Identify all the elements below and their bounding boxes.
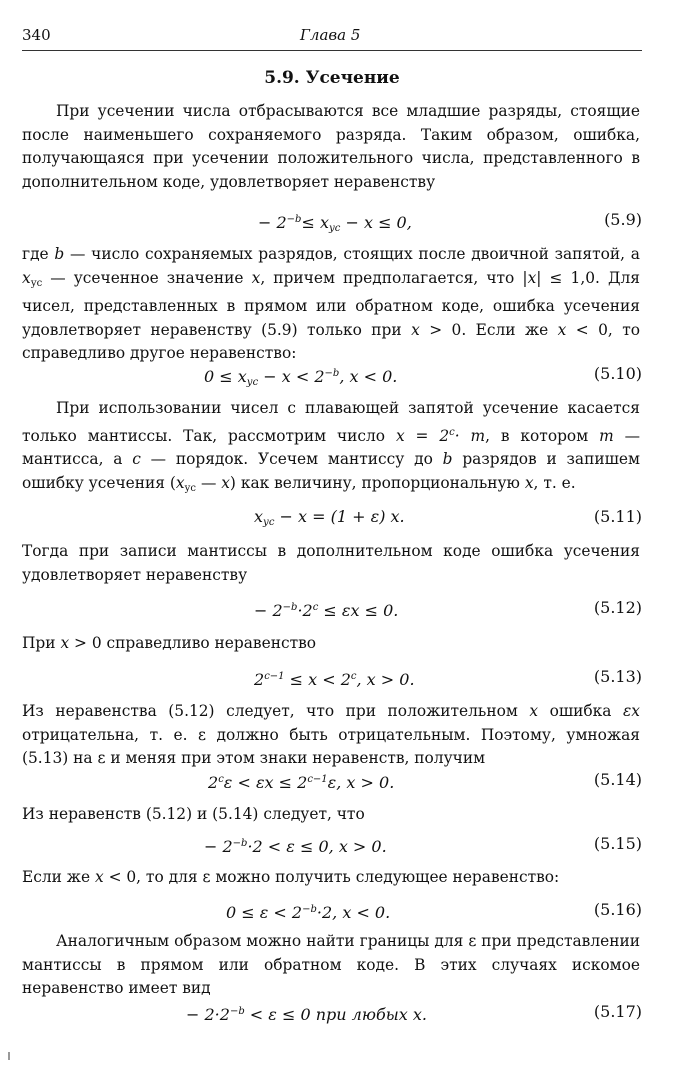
equation-number: (5.11) xyxy=(593,507,642,526)
equation-number: (5.16) xyxy=(593,900,642,919)
equation-body: − $2^{-b}\cdot 2^c \le \varepsilon x \le 0$. xyxy=(254,601,399,620)
equation-number: (5.10) xyxy=(593,364,642,383)
equation-number: (5.9) xyxy=(604,210,642,229)
chapter-title: Глава 5 xyxy=(300,26,361,44)
running-head xyxy=(22,26,642,46)
equation-5-17 xyxy=(22,1000,642,1024)
equation-body: $0 \le x_{ус} - x < 2^{-b}$, x < 0. xyxy=(204,367,398,388)
equation-body: − $2\cdot 2^{-b} < \varepsilon \le 0$ при любых x. xyxy=(186,1005,427,1024)
section-heading: 5.9. Усечение xyxy=(264,68,400,88)
equation-number: (5.14) xyxy=(593,770,642,789)
equation-5-16 xyxy=(22,898,642,922)
header-rule xyxy=(22,50,642,51)
paragraph-4: Тогда при записи мантиссы в дополнительном коде ошибка усечения удовлетворяет неравенству xyxy=(22,542,640,584)
equation-number: (5.17) xyxy=(593,1002,642,1021)
paragraph-8: Если же x < 0, то для ε можно получить следующее неравенство: xyxy=(22,868,560,886)
equation-body: $2^c\varepsilon < \varepsilon x \le 2^{c-1}\varepsilon$, x > 0. xyxy=(208,773,395,792)
paragraph-1: При усечении числа отбрасываются все младшие разряды, стоящие после наименьшего сохраняемого разряда. Таким образом, ошибка, получающаяся при усечении положительного числа, представленного в дополнительном коде, удовлетворяет неравенству xyxy=(22,102,640,191)
equation-5-11 xyxy=(22,505,642,529)
page-number: 340 xyxy=(22,26,51,44)
equation-5-9 xyxy=(22,208,642,232)
paragraph-5: При x > 0 справедливо неравенство xyxy=(22,634,317,652)
equation-5-14 xyxy=(22,768,642,792)
paragraph-3: При использовании чисел с плавающей запятой усечение касается только мантиссы. Так, рассмотрим число $x = 2^c\cdot m$, в котором m — мантисса, а c — порядок. Усечем мантиссу до b разрядов и запишем ошибку усечения ($x_{ус}$ — x) как величину, пропорциональную x, т. е. xyxy=(22,399,640,494)
equation-body: $0 \le \varepsilon < 2^{-b}\cdot 2$, x < 0. xyxy=(226,903,391,922)
equation-body: $x_{ус} - x = (1 + \varepsilon)$ x. xyxy=(254,507,405,528)
equation-number: (5.13) xyxy=(593,667,642,686)
paragraph-6: Из неравенства (5.12) следует, что при положительном x ошибка εx отрицательна, т. е. ε должно быть отрицательным. Поэтому, умножая (5.13) на ε и меняя при этом знаки неравенств, получим xyxy=(22,702,640,767)
equation-5-10 xyxy=(22,362,642,386)
equation-5-12 xyxy=(22,596,642,620)
equation-number: (5.12) xyxy=(593,598,642,617)
equation-5-13 xyxy=(22,665,642,689)
equation-number: (5.15) xyxy=(593,834,642,853)
equation-body: − $2^{-b}\cdot 2 < \varepsilon \le 0$, x > 0. xyxy=(204,837,387,856)
paragraph-9: Аналогичным образом можно найти границы для ε при представлении мантиссы в прямом или обратном коде. В этих случаях искомое неравенство имеет вид xyxy=(22,932,640,997)
equation-body: − $2^{-b}\le x_{ус} - x \le 0$, xyxy=(258,213,412,234)
paragraph-7: Из неравенств (5.12) и (5.14) следует, что xyxy=(22,805,365,823)
paragraph-2: где b — число сохраняемых разрядов, стоящих после двоичной запятой, а $x_{ус}$ — усеченное значение x, причем предполагается, что |x| ≤ 1,0. Для чисел, представленных в прямом или обратном коде, ошибка усечения удовлетворяет неравенству (5.9) только при x > 0. Если же x < 0, то справедливо другое неравенство: xyxy=(22,245,640,362)
equation-body: $2^{c-1} \le x < 2^c$, x > 0. xyxy=(254,670,415,689)
scan-mark xyxy=(8,1052,10,1060)
equation-5-15 xyxy=(22,832,642,856)
